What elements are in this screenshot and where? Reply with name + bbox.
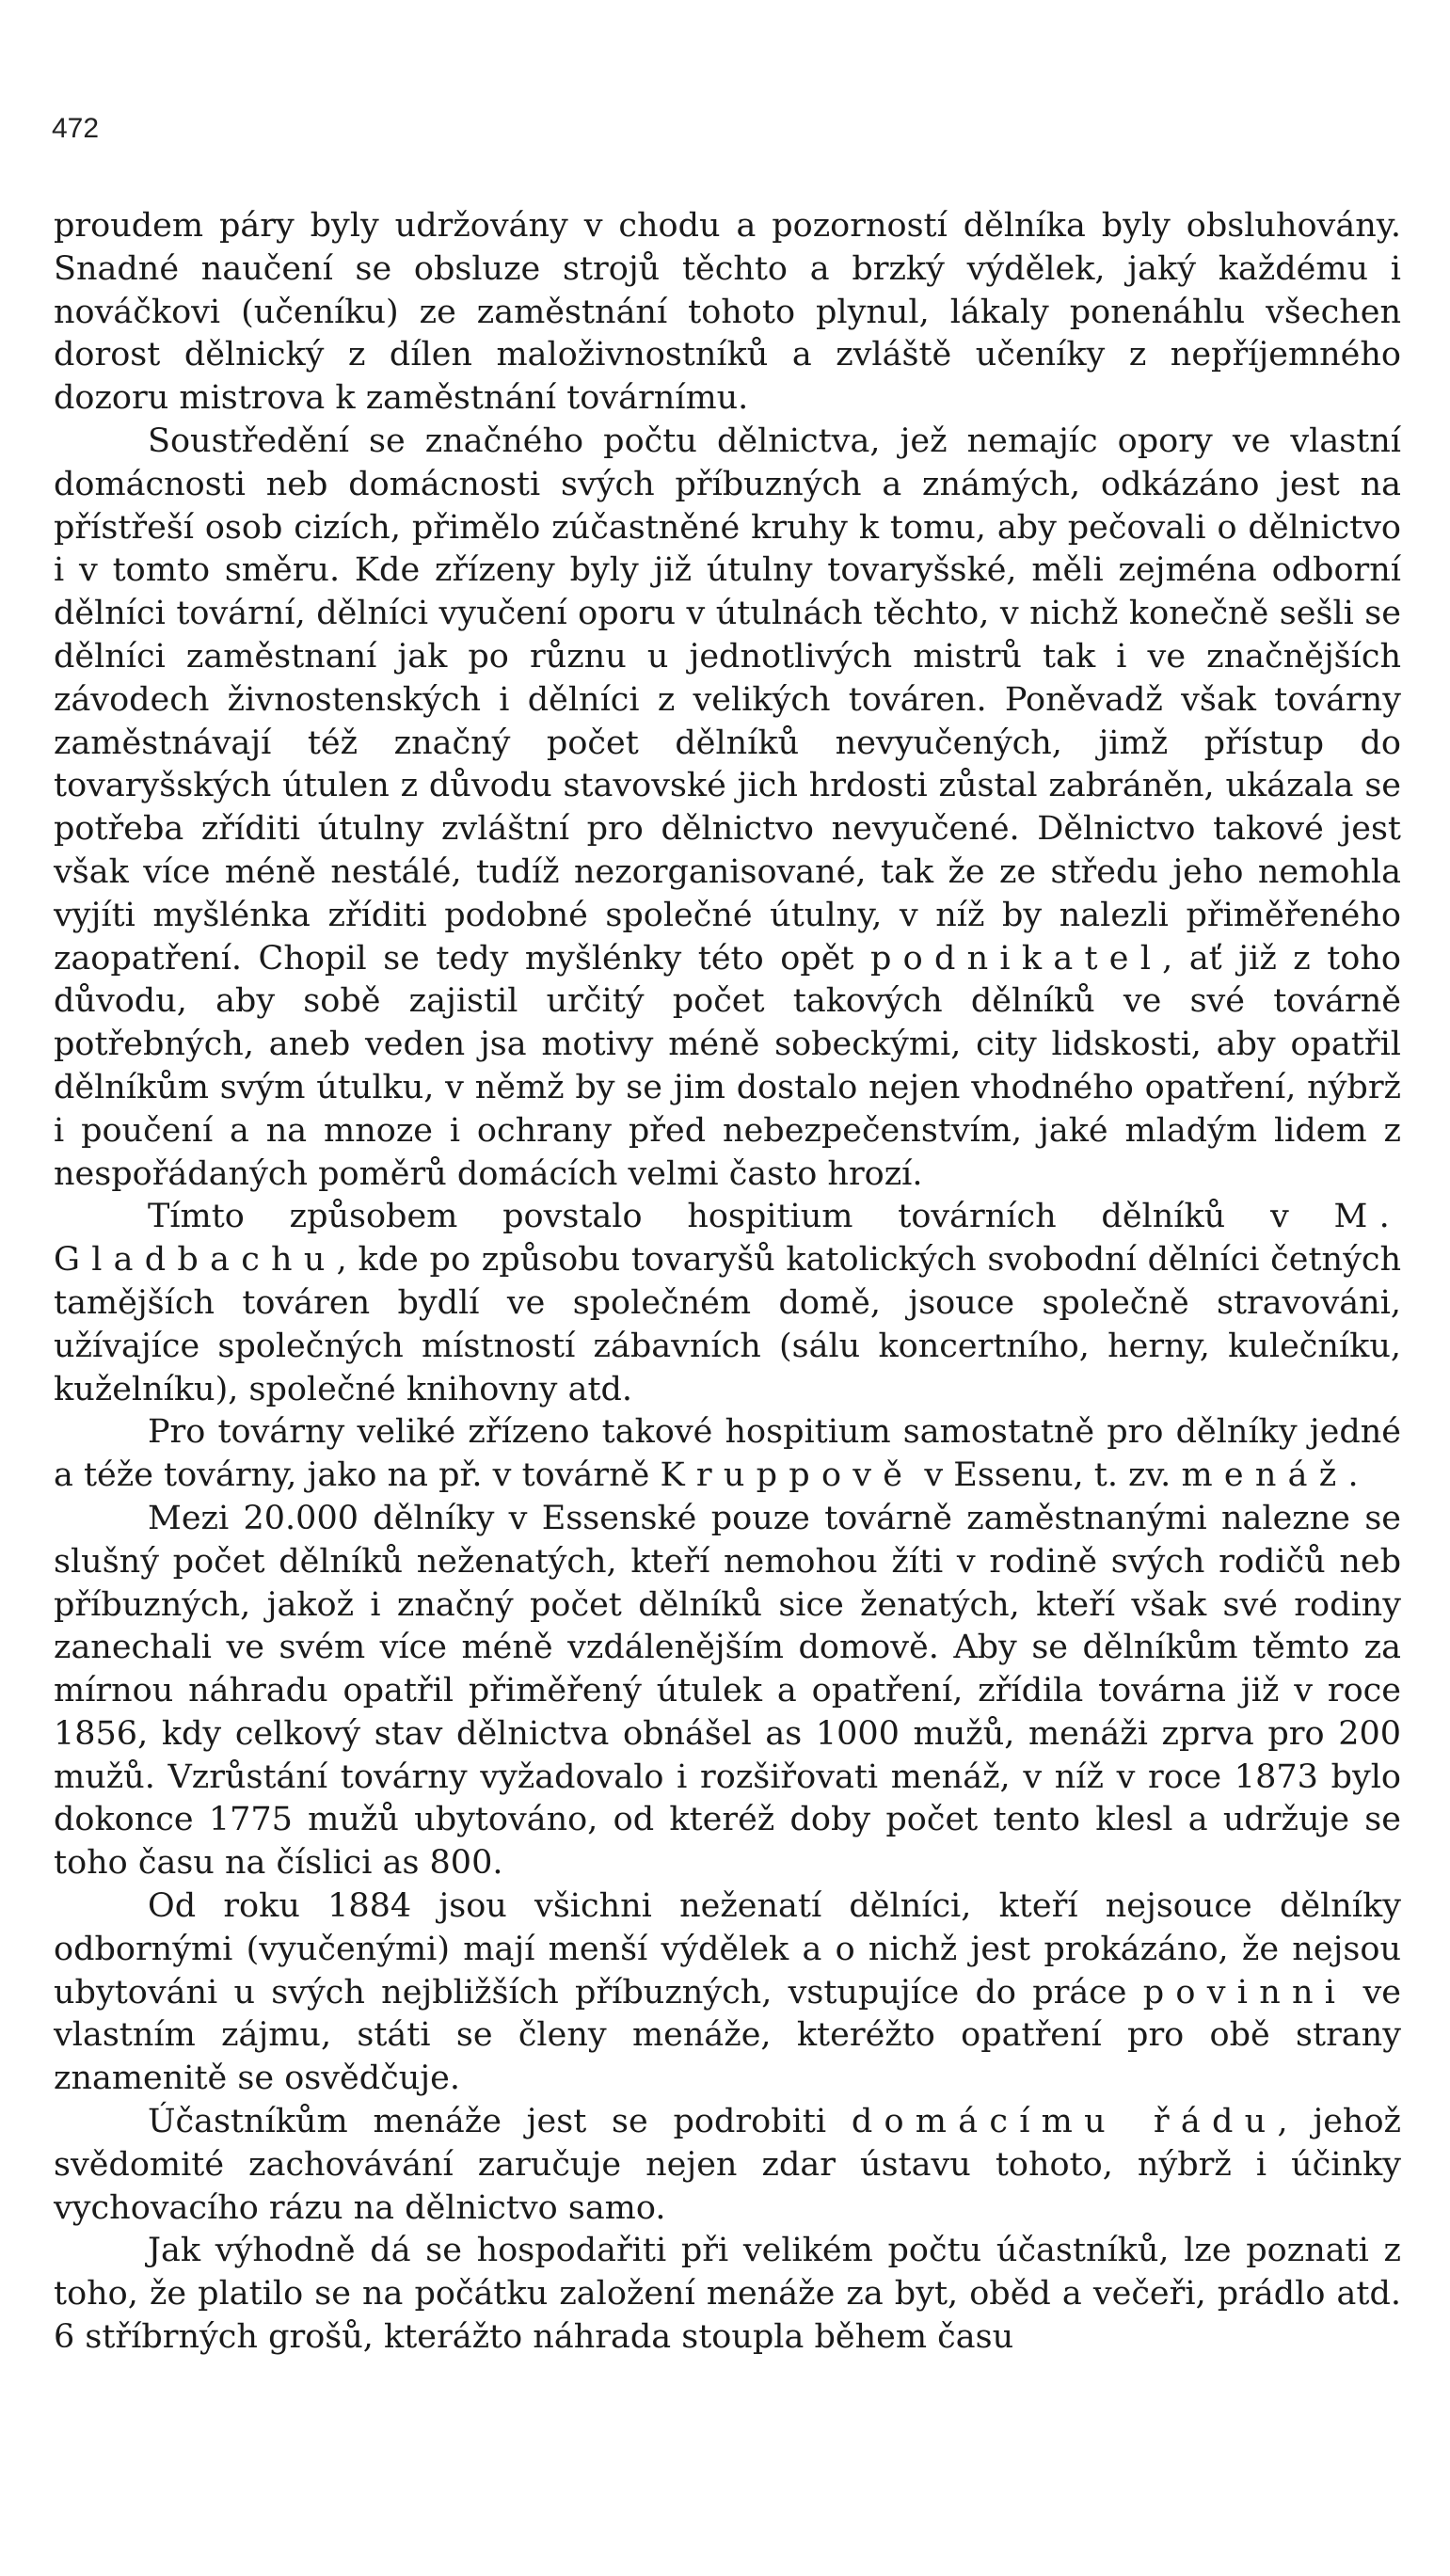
paragraph <box>54 2101 1401 2230</box>
text-run: , jehož svědomité zachovávání zaručuje nejen zdar ústavu tohoto, nýbrž i účinky vychovacího rázu na dělnictvo samo. <box>54 2103 1401 2227</box>
text-run: . <box>1347 1456 1359 1495</box>
paragraph <box>54 1411 1401 1498</box>
text-run: Jak výhodně dá se hospodařiti při velikém počtu účastníků, lze poznati z toho, že platilo se na počátku založení menáže za byt, oběd a večeři, prádlo atd. 6 stříbrných grošů, kterážto náhrada stoupla během času <box>54 2232 1401 2357</box>
text-run: Od roku 1884 jsou všichni neženatí dělníci, kteří nejsouce dělníky odbornými (vyučenými) mají menší výdělek a o nichž jest prokázáno, že nejsou ubytováni u svých nejbližších příbuzných, vstupujíce do práce <box>54 1887 1401 2012</box>
spaced-emphasis: povinni <box>1142 1973 1347 2012</box>
text-run: Mezi 20.000 dělníky v Essenské pouze továrně zaměstnanými nalezne se slušný počet dělníků neženatých, kteří nemohou žíti v rodině svých rodičů neb příbuzných, jakož i značný počet dělníků sice ženatých, kteří však své rodiny zanechali ve svém více méně vzdálenějším domově. Aby se dělníkům těmto za mírnou náhradu opatřil přiměřený útulek a opatření, zřídila továrna již v roce 1856, kdy celkový stav dělnictva obnášel as 1000 mužů, menáži zprva pro 200 mužů. Vzrůstání továrny vyžadovalo i rozšiřovati menáž, v níž v roce 1873 bylo dokonce 1775 mužů ubytováno, od kteréž doby počet tento klesl a udržuje se toho času na číslici as 800. <box>54 1499 1401 1883</box>
text-run: Tímto způsobem povstalo hospitium továrních dělníků v <box>148 1198 1334 1236</box>
spaced-emphasis: podnikatel <box>870 939 1163 978</box>
paragraph <box>54 2230 1401 2359</box>
spaced-emphasis: menáž <box>1181 1456 1348 1495</box>
text-run: Účastníkům menáže jest se podrobiti <box>148 2103 852 2141</box>
paragraph <box>54 1498 1401 1885</box>
paragraph-continuation <box>54 205 1401 421</box>
text-run: proudem páry byly udržovány v chodu a pozorností dělníka byly obsluhovány. Snadné naučení se obsluze strojů těchto a brzký výdělek, jaký každému i nováčkovi (učeníku) ze zaměstnání tohoto plynul, lákaly ponenáhlu všechen dorost dělnický z dílen maloživnostníků a zvláště učeníky z nepříjemného dozoru mistrova k zaměstnání továrnímu. <box>54 207 1401 418</box>
paragraph <box>54 1885 1401 2101</box>
text-run: Soustředění se značného počtu dělnictva, jež nemajíc opory ve vlastní domácnosti neb domácnosti svých příbuzných a známých, odkázáno jest na přístřeší osob cizích, přimělo zúčastněné kruhy k tomu, aby pečovali o dělnictvo i v tomto směru. Kde zřízeny byly již útulny tovaryšské, měli zejména odborní dělníci tovární, dělníci vyučení oporu v útulnách těchto, v nichž konečně sešli se dělníci zaměstnaní jak po různu u jednotlivých mistrů tak i ve značnějších závodech živnostenských i dělníci z velikých továren. Poněvadž však továrny zaměstnávají též značný počet dělníků nevyučených, jimž přístup do tovaryšských útulen z důvodu stavovské jich hrdosti zůstal zabráněn, ukázala se potřeba zříditi útulny zvláštní pro dělnictvo nevyučené. Dělnictvo takové jest však více méně nestálé, tudíž nezorganisované, tak že ze středu jeho nemohla vyjíti myšlénka zříditi podobné společné útulny, v níž by nalezli přiměřeného zaopatření. Chopil se tedy myšlénky této opět <box>54 421 1401 978</box>
page-number: 472 <box>52 113 100 144</box>
text-run: , ať již z toho důvodu, aby sobě zajistil určitý počet takových dělníků ve své továrně potřebných, aneb veden jsa motivy méně sobeckými, city lidskosti, aby opatřil dělníkům svým útulku, v němž by se jim dostalo nejen vhodného opatření, nýbrž i poučení a na mnoze i ochrany před nebezpečenstvím, jaké mladým lidem z nespořádaných poměrů domácích velmi často hrozí. <box>54 939 1401 1193</box>
text-run: ve vlastním zájmu, státi se členy menáže, kteréžto opatření pro obě strany znamenitě se osvědčuje. <box>54 1973 1401 2098</box>
body-text <box>54 205 1401 2360</box>
text-run: v Essenu, t. zv. <box>914 1456 1182 1495</box>
paragraph <box>54 421 1401 1196</box>
text-run: Pro továrny veliké zřízeno takové hospitium samostatně pro dělníky jedné a téže továrny, jako na př. v továrně <box>54 1413 1401 1495</box>
spaced-emphasis: domácímu řádu <box>851 2103 1278 2141</box>
spaced-emphasis: M. Gladbachu <box>54 1198 1401 1280</box>
text-run: , kde po způsobu tovaryšů katolických svobodní dělníci četných tamějších továren bydlí ve společném domě, jsouce společně stravováni, užívajíce společných místností zábavních (sálu koncertního, herny, kulečníku, kuželníku), společné knihovny atd. <box>54 1241 1401 1408</box>
spaced-emphasis: Kruppově <box>660 1456 915 1495</box>
paragraph <box>54 1196 1401 1411</box>
